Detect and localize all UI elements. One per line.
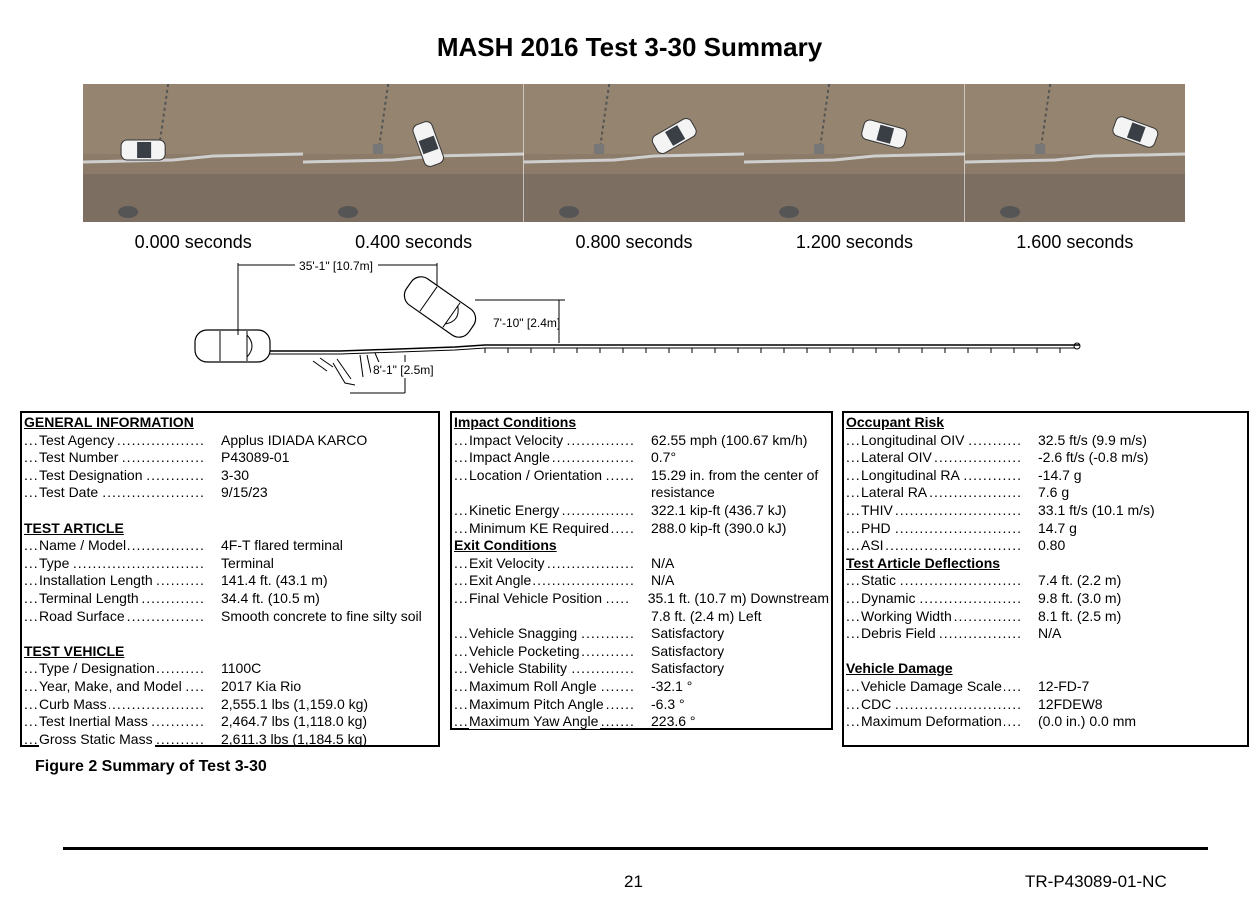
field-value: 2,555.1 lbs (1,159.0 kg) (221, 695, 369, 712)
damage-rows (846, 678, 1245, 731)
field-value: Applus IDIADA KARCO (221, 431, 368, 448)
exit-row (454, 590, 829, 608)
deflections-rows (846, 572, 1245, 642)
article-row (24, 555, 436, 573)
vehicle-row (24, 696, 436, 714)
field-value: 7.8 ft. (2.4 m) Left (651, 607, 762, 624)
field-value: -32.1 ° (651, 677, 693, 694)
article-row (24, 537, 436, 555)
field-value: 14.7 g (1038, 519, 1077, 536)
occupant-row (846, 520, 1245, 538)
field-label: Gross Static Mass ..... (24, 731, 204, 749)
vehicle-initial (195, 330, 270, 362)
page-title: MASH 2016 Test 3-30 Summary (436, 32, 823, 62)
occupant-row (846, 467, 1245, 485)
field-label: Impact Angle ..... (454, 449, 634, 467)
impact-row (454, 467, 829, 485)
deflections-row (846, 608, 1245, 626)
impact-row (454, 449, 829, 467)
vehicle-row (24, 713, 436, 731)
impact-row (454, 502, 829, 520)
field-value: 7.6 g (1038, 484, 1070, 501)
field-label: Test Date ..... (24, 484, 204, 502)
field-label: Maximum Yaw Angle ..... (454, 713, 634, 731)
article-row (24, 590, 436, 608)
photo-caption: 0.000 seconds (134, 232, 252, 252)
photo-caption: 0.400 seconds (355, 232, 473, 252)
field-label: Test Inertial Mass ..... (24, 713, 204, 731)
field-value: resistance (651, 484, 715, 501)
field-value: 288.0 kip-ft (390.0 kJ) (651, 519, 787, 536)
damage-heading: Vehicle Damage (846, 660, 953, 677)
exit-rows (454, 555, 829, 731)
test-photo (524, 84, 744, 222)
general-rows (24, 432, 436, 502)
vehicle-row (24, 660, 436, 678)
field-label: Longitudinal OIV ..... (846, 432, 1021, 450)
field-label: Maximum Roll Angle ..... (454, 678, 634, 696)
occupant-row (846, 484, 1245, 502)
impact-row (454, 432, 829, 450)
photo-caption: 1.200 seconds (795, 232, 913, 252)
exit-row (454, 625, 829, 643)
field-value: Satisfactory (651, 642, 725, 659)
field-label: Year, Make, and Model ..... (24, 678, 204, 696)
field-label: Curb Mass ..... (24, 696, 204, 714)
general-row (24, 484, 436, 502)
field-value: Terminal (221, 554, 274, 571)
left-info-box (20, 411, 440, 747)
field-label: Exit Angle ..... (454, 572, 634, 590)
field-value: 141.4 ft. (43.1 m) (221, 572, 328, 589)
field-label: Vehicle Damage Scale ..... (846, 678, 1021, 696)
occupant-row (846, 449, 1245, 467)
deflections-row (846, 625, 1245, 643)
field-value: -2.6 ft/s (-0.8 m/s) (1038, 449, 1149, 466)
field-label: Kinetic Energy ..... (454, 502, 634, 520)
field-label: Lateral RA ..... (846, 484, 1021, 502)
vehicle-final (400, 272, 481, 342)
occupant-heading: Occupant Risk (846, 414, 945, 430)
photo-caption: 0.800 seconds (575, 232, 693, 252)
field-value: 2,464.7 lbs (1,118.0 kg) (221, 713, 368, 730)
field-value: 12FDEW8 (1038, 695, 1103, 712)
article-row (24, 608, 436, 626)
field-label: Road Surface ..... (24, 608, 204, 626)
middle-info-box (450, 411, 833, 730)
general-row (24, 449, 436, 467)
occupant-row (846, 432, 1245, 450)
exit-heading: Exit Conditions (454, 537, 557, 554)
field-value: 12-FD-7 (1038, 677, 1090, 694)
field-value: 4F-T flared terminal (221, 537, 343, 554)
exit-row (454, 678, 829, 696)
figure-caption: Figure 2 Summary of Test 3-30 (35, 758, 267, 775)
general-row (24, 467, 436, 485)
field-label: Name / Model ..... (24, 537, 204, 555)
vehicle-row (24, 678, 436, 696)
field-value: 34.4 ft. (10.5 m) (221, 589, 320, 606)
field-value: 2017 Kia Rio (221, 677, 302, 694)
field-value: Satisfactory (651, 660, 725, 677)
photo-sequence (83, 84, 1185, 222)
field-value: 9/15/23 (221, 484, 268, 501)
deflections-row (846, 572, 1245, 590)
field-value: N/A (651, 572, 675, 589)
field-value: P43089-01 (221, 449, 290, 466)
field-label: Minimum KE Required ..... (454, 520, 634, 538)
vehicle-heading: TEST VEHICLE (24, 642, 125, 659)
field-label: THIV ..... (846, 502, 1021, 520)
field-label: PHD ..... (846, 520, 1021, 538)
field-label: Installation Length ..... (24, 572, 204, 590)
right-info-box (842, 411, 1249, 747)
field-value: -6.3 ° (651, 695, 685, 712)
damage-row (846, 713, 1245, 731)
occupant-row (846, 537, 1245, 555)
test-photo (303, 84, 523, 222)
field-value: 2,611.3 lbs (1,184.5 kg) (221, 730, 368, 747)
article-row (24, 572, 436, 590)
field-label: Vehicle Snagging ..... (454, 625, 634, 643)
field-label: Maximum Pitch Angle ..... (454, 696, 634, 714)
vehicle-rows (24, 660, 436, 748)
field-value: 8.1 ft. (2.5 m) (1038, 607, 1122, 624)
damage-row (846, 696, 1245, 714)
exit-row (454, 713, 829, 731)
footer-divider (63, 847, 1208, 850)
exit-row-continuation (454, 608, 829, 626)
field-label: Terminal Length ..... (24, 590, 204, 608)
field-value: 3-30 (221, 466, 250, 483)
field-value: 7.4 ft. (2.2 m) (1038, 572, 1122, 589)
field-label: Lateral OIV ..... (846, 449, 1021, 467)
field-label: Type / Designation ..... (24, 660, 204, 678)
field-value: 0.7° (651, 449, 677, 466)
test-photo (83, 84, 303, 222)
field-value: 0.80 (1038, 537, 1066, 554)
field-value: 223.6 ° (651, 713, 696, 730)
field-value: 35.1 ft. (10.7 m) Downstream (647, 589, 829, 606)
field-value: 322.1 kip-ft (436.7 kJ) (651, 501, 787, 518)
field-label: Type ..... (24, 555, 204, 573)
damage-row (846, 678, 1245, 696)
field-value: Smooth concrete to fine silty soil (221, 607, 422, 624)
exit-row (454, 660, 829, 678)
field-value: N/A (1038, 625, 1062, 642)
field-label: Test Number ..... (24, 449, 204, 467)
page-number: 21 (624, 872, 643, 891)
field-label: Test Designation ..... (24, 467, 204, 485)
impact-rows (454, 432, 829, 538)
field-label: Debris Field ..... (846, 625, 1021, 643)
exit-row (454, 572, 829, 590)
exit-row (454, 643, 829, 661)
field-label: ASI ..... (846, 537, 1021, 555)
general-row (24, 432, 436, 450)
test-plan-diagram (185, 255, 1085, 400)
field-label: Static ..... (846, 572, 1021, 590)
article-heading: TEST ARTICLE (24, 519, 124, 536)
exit-row (454, 555, 829, 573)
field-label: Vehicle Stability ..... (454, 660, 634, 678)
dimension-longitudinal-label: 35'-1" [10.7m] (299, 259, 373, 273)
impact-heading: Impact Conditions (454, 414, 577, 430)
field-value: N/A (651, 554, 675, 571)
test-photo (965, 84, 1185, 222)
field-value: 9.8 ft. (3.0 m) (1038, 589, 1122, 606)
field-label: Vehicle Pocketing ..... (454, 643, 634, 661)
field-label: Test Agency ..... (24, 432, 204, 450)
deflections-row (846, 590, 1245, 608)
field-value: Satisfactory (651, 625, 725, 642)
photo-captions (83, 232, 1185, 253)
general-heading: GENERAL INFORMATION (24, 414, 194, 430)
field-label: Final Vehicle Position ..... (454, 590, 631, 608)
exit-row (454, 696, 829, 714)
report-number: TR-P43089-01-NC (1025, 872, 1167, 891)
vehicle-row (24, 731, 436, 749)
field-label: Maximum Deformation ..... (846, 713, 1021, 731)
field-label: Working Width ..... (846, 608, 1021, 626)
field-label: Longitudinal RA ..... (846, 467, 1021, 485)
field-label: Location / Orientation ..... (454, 467, 634, 485)
field-value: (0.0 in.) 0.0 mm (1038, 713, 1137, 730)
field-label: Impact Velocity ..... (454, 432, 634, 450)
field-value: 1100C (221, 660, 262, 677)
impact-row (454, 520, 829, 538)
field-value: 15.29 in. from the center of (651, 466, 819, 483)
field-value: 33.1 ft/s (10.1 m/s) (1038, 501, 1155, 518)
dimension-deflection-label: 8'-1" [2.5m] (373, 363, 434, 377)
test-photo (744, 84, 964, 222)
dimension-lateral-label: 7'-10" [2.4m] (493, 316, 561, 330)
field-value: -14.7 g (1038, 466, 1082, 483)
field-label: Exit Velocity ..... (454, 555, 634, 573)
impact-row-continuation (454, 484, 829, 502)
occupant-row (846, 502, 1245, 520)
field-label: CDC ..... (846, 696, 1021, 714)
field-value: 32.5 ft/s (9.9 m/s) (1038, 431, 1147, 448)
article-rows (24, 537, 436, 625)
field-value: 62.55 mph (100.67 km/h) (651, 431, 808, 448)
occupant-rows (846, 432, 1245, 555)
photo-caption: 1.600 seconds (1016, 232, 1134, 252)
field-label: Dynamic ..... (846, 590, 1021, 608)
deflections-heading: Test Article Deflections (846, 554, 1001, 571)
